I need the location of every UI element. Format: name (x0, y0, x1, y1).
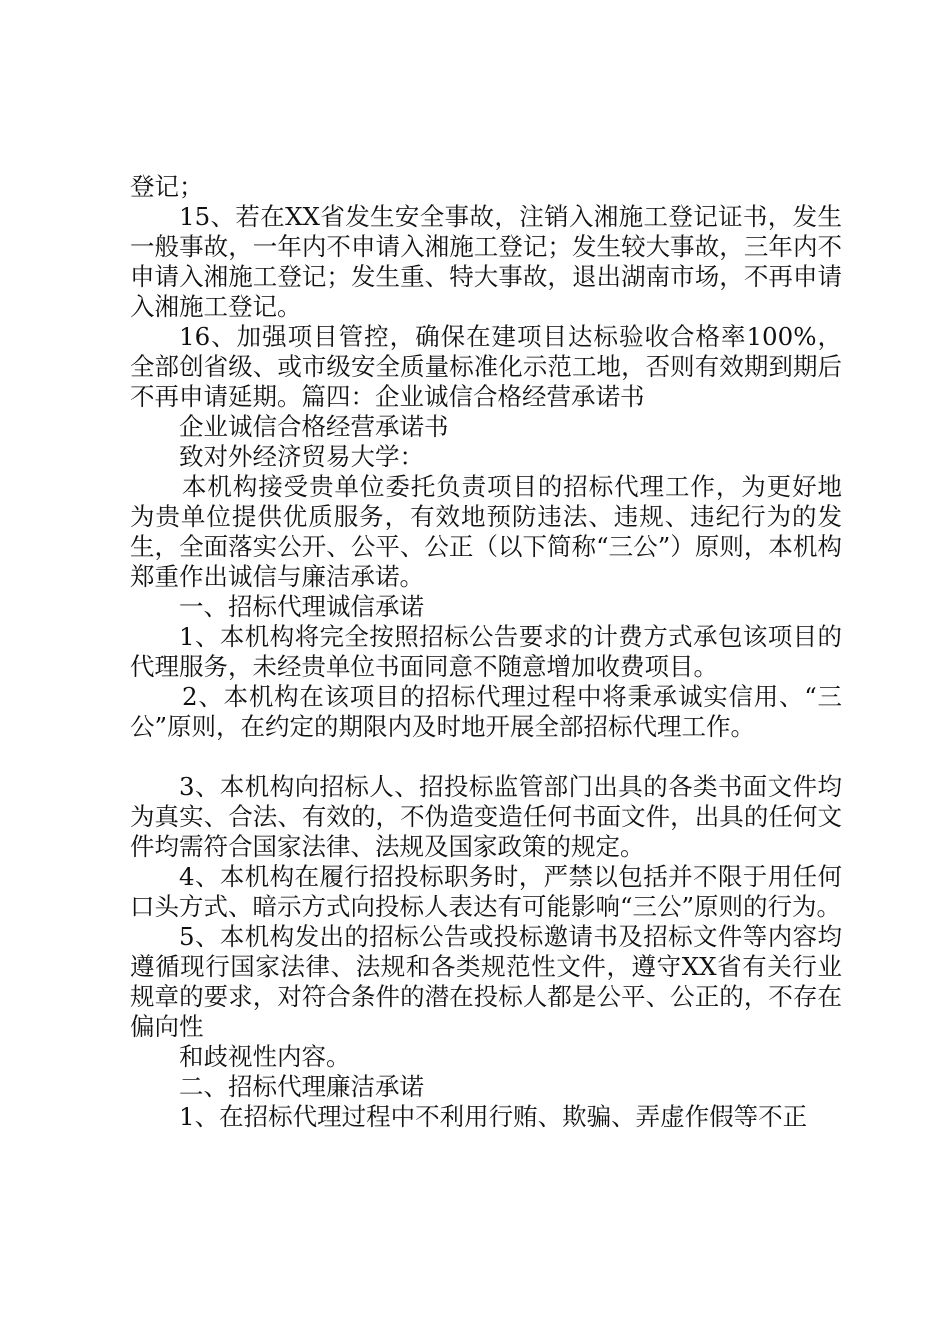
document-body (130, 172, 842, 1132)
paragraph-8: 1、本机构将完全按照招标公告要求的计费方式承包该项目的代理服务，未经贵单位书面同意不随意增加收费项目。 (130, 622, 842, 681)
paragraph-12: 5、本机构发出的招标公告或投标邀请书及招标文件等内容均遵循现行国家法律、法规和各类规范性文件，遵守XX省有关行业规章的要求，对符合条件的潜在投标人都是公平、公正的，不存在偏向性 (130, 922, 842, 1041)
paragraph-3: 16、加强项目管控，确保在建项目达标验收合格率100%，全部创省级、或市级安全质量标准化示范工地，否则有效期到期后不再申请延期。篇四：企业诚信合格经营承诺书 (130, 322, 842, 411)
blank-line (130, 742, 842, 772)
paragraph-4: 企业诚信合格经营承诺书 (179, 412, 449, 441)
paragraph-5: 致对外经济贸易大学： (179, 442, 424, 471)
paragraph-9: 2、本机构在该项目的招标代理过程中将秉承诚实信用、“三公”原则，在约定的期限内及时地开展全部招标代理工作。 (130, 682, 842, 741)
paragraph-13: 和歧视性内容。 (179, 1042, 351, 1071)
paragraph-15: 1、在招标代理过程中不利用行贿、欺骗、弄虚作假等不正 (179, 1102, 808, 1131)
paragraph-1: 登记； (130, 172, 204, 201)
paragraph-2: 15、若在XX省发生安全事故，注销入湘施工登记证书，发生一般事故，一年内不申请入湘施工登记；发生较大事故，三年内不申请入湘施工登记；发生重、特大事故，退出湖南市场，不再申请入湘施工登记。 (130, 202, 842, 321)
paragraph-14: 二、招标代理廉洁承诺 (179, 1072, 424, 1101)
paragraph-6: 本机构接受贵单位委托负责项目的招标代理工作，为更好地为贵单位提供优质服务，有效地预防违法、违规、违纪行为的发生，全面落实公开、公平、公正（以下简称“三公”）原则，本机构郑重作出诚信与廉洁承诺。 (130, 472, 842, 591)
paragraph-7: 一、招标代理诚信承诺 (179, 592, 424, 621)
paragraph-10: 3、本机构向招标人、招投标监管部门出具的各类书面文件均为真实、合法、有效的，不伪造变造任何书面文件，出具的任何文件均需符合国家法律、法规及国家政策的规定。 (130, 772, 842, 861)
paragraph-11: 4、本机构在履行招投标职务时，严禁以包括并不限于用任何口头方式、暗示方式向投标人表达有可能影响“三公”原则的行为。 (130, 862, 842, 921)
